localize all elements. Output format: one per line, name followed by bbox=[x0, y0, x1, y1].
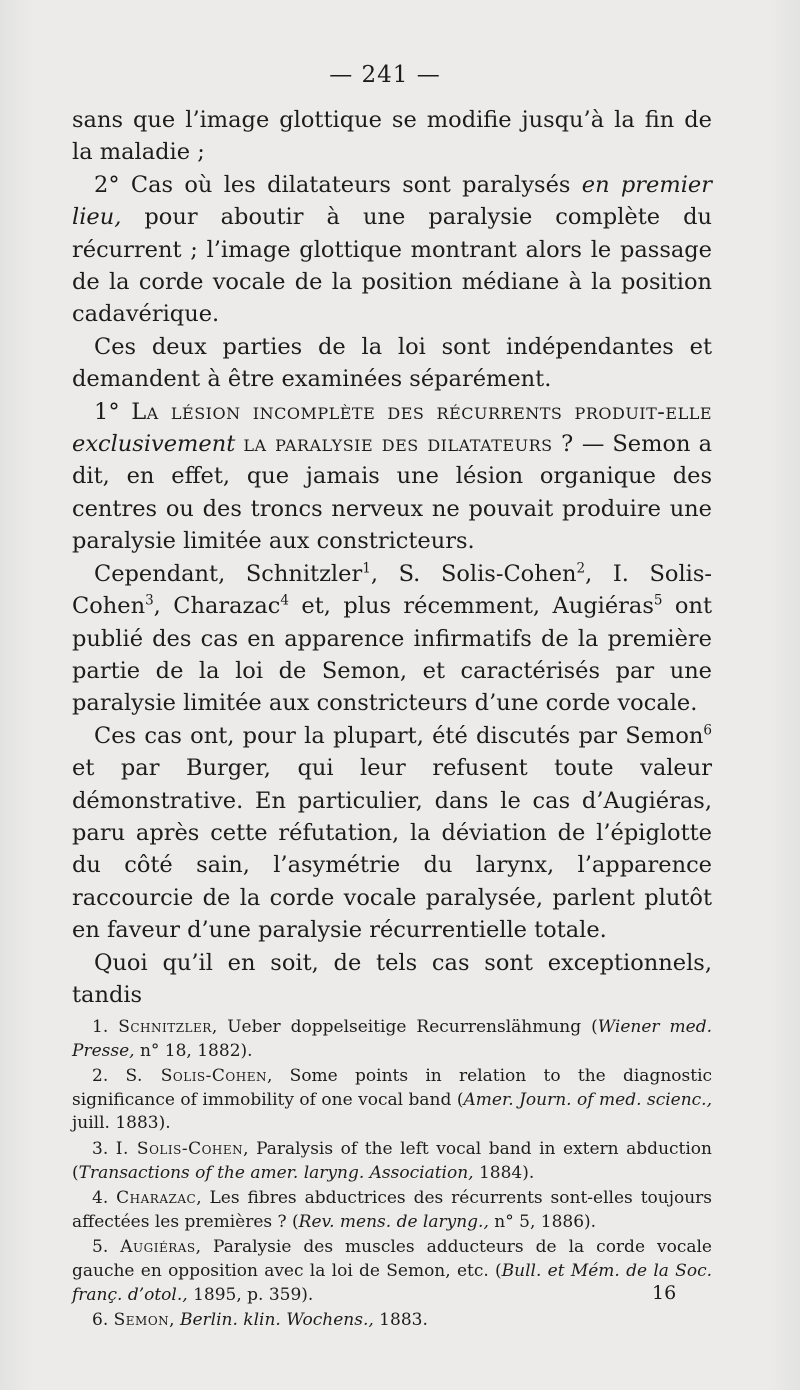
footnote-6-author: Semon bbox=[113, 1310, 170, 1331]
footnote-ref-4: 4 bbox=[280, 592, 289, 609]
paragraph-5-part-b: , S. Solis-Cohen bbox=[370, 560, 577, 587]
signature-mark: 16 bbox=[652, 1282, 677, 1304]
footnote-1-number: 1. bbox=[92, 1017, 119, 1037]
footnote-1-source: Wiener med. Presse, bbox=[72, 1017, 712, 1061]
footnote-3 bbox=[72, 1138, 712, 1185]
footnote-5-tail: 1895, p. 359). bbox=[187, 1284, 314, 1305]
paragraph-4-heading-part-1: La lésion incomplète des récurrents produit-elle bbox=[131, 398, 713, 425]
footnote-2 bbox=[72, 1065, 712, 1136]
footnote-ref-6: 6 bbox=[703, 722, 712, 739]
footnote-5-source: Bull. et Mém. de la Soc. franç. d’otol., bbox=[72, 1260, 712, 1305]
paragraph-2 bbox=[72, 169, 712, 331]
paragraph-1-text: sans que l’image glottique se modifie jusqu’à la fin de la maladie ; bbox=[72, 107, 712, 166]
paragraph-7-text: Quoi qu’il en soit, de tels cas sont exceptionnels, tandis bbox=[72, 949, 712, 1008]
footnote-4-author: Charazac bbox=[116, 1188, 197, 1209]
paragraph-5-part-e: et, plus récemment, Augiéras bbox=[289, 593, 654, 620]
paragraph-3-text: Ces deux parties de la loi sont indépendantes et demandent à être examinées séparément. bbox=[72, 333, 712, 393]
paragraph-6-part-a: Ces cas ont, pour la plupart, été discutés par Semon bbox=[94, 722, 704, 749]
footnote-2-author: S. Solis-Cohen bbox=[125, 1066, 267, 1087]
footnote-6-source: Berlin. klin. Wochens., bbox=[179, 1310, 374, 1331]
footnote-2-tail: juill. 1883). bbox=[72, 1113, 171, 1134]
footnote-5-number: 5. bbox=[92, 1237, 121, 1258]
paragraph-2-emphasis: en premier lieu, bbox=[72, 171, 712, 231]
paragraph-4-emphasis: exclusivement bbox=[72, 431, 236, 458]
main-text bbox=[72, 104, 712, 1011]
paragraph-4-heading-part-2: la paralysie des dilatateurs ? bbox=[243, 431, 574, 458]
footnote-5-author: Augiéras bbox=[120, 1237, 196, 1258]
footnote-3-tail: 1884). bbox=[473, 1162, 535, 1183]
footnote-5 bbox=[72, 1236, 712, 1307]
paragraph-4 bbox=[72, 396, 712, 558]
footnote-ref-2: 2 bbox=[576, 560, 586, 577]
footnote-4-number: 4. bbox=[92, 1188, 117, 1209]
footnote-2-text: , Some points in relation to the diagnostic significance of immobility of one vocal band ( bbox=[72, 1066, 713, 1110]
footnote-5-text: , Paralysie des muscles adducteurs de la corde vocale gauche en opposition avec la loi de Semon, etc. ( bbox=[72, 1237, 712, 1281]
footnote-ref-5: 5 bbox=[653, 592, 663, 609]
footnote-4-tail: n° 5, 1886). bbox=[488, 1211, 597, 1232]
paragraph-5-part-c: , I. Solis-Cohen bbox=[72, 560, 712, 620]
footnote-ref-1: 1 bbox=[362, 560, 371, 577]
footnote-4-text: , Les fibres abductrices des récurrents sont-elles toujours affectées les premières ? ( bbox=[72, 1188, 713, 1232]
footnote-6-number: 6. bbox=[92, 1310, 114, 1331]
page-number: — 241 — bbox=[329, 62, 441, 88]
footnote-ref-3: 3 bbox=[145, 592, 154, 609]
paragraph-5-part-a: Cependant, Schnitzler bbox=[94, 560, 363, 587]
paragraph-6-part-b: et par Burger, qui leur refusent toute valeur démonstrative. En particulier, dans le cas d’Augiéras, paru après cette réfutation, la déviation de l’épiglotte du côté sain, l’asymétrie du larynx, l’apparence raccourcie de la corde vocale paralysée, parlent plutôt en faveur d’une paralysie récurrentielle totale. bbox=[72, 755, 712, 944]
footnote-6 bbox=[72, 1309, 712, 1333]
footnote-6-tail: 1883. bbox=[373, 1310, 428, 1331]
footnote-4-source: Rev. mens. de laryng., bbox=[298, 1211, 489, 1232]
footnote-3-source: Transactions of the amer. laryng. Association, bbox=[78, 1162, 474, 1183]
footnote-3-number: 3. bbox=[92, 1138, 116, 1159]
footnote-4 bbox=[72, 1187, 712, 1234]
footnote-1-text: , Ueber doppelseitige Recurrenslähmung ( bbox=[211, 1017, 598, 1037]
footnote-1-author: Schnitzler bbox=[118, 1017, 212, 1037]
paragraph-6 bbox=[72, 720, 712, 947]
footnote-6-text: , bbox=[169, 1310, 180, 1331]
footnote-2-source: Amer. Journ. of med. scienc., bbox=[463, 1089, 712, 1110]
footnote-2-number: 2. bbox=[92, 1066, 126, 1087]
paragraph-5-part-f: ont publié des cas en apparence infirmatifs de la première partie de la loi de Semon, et caractérisés par une paralysie limitée aux constricteurs d’une corde vocale. bbox=[72, 593, 712, 717]
paragraph-2-rest: pour aboutir à une paralysie complète du récurrent ; l’image glottique montrant alors le passage de la corde vocale de la position médiane à la position cadavérique. bbox=[72, 204, 712, 328]
paragraph-3 bbox=[72, 331, 712, 396]
footnotes bbox=[72, 1016, 712, 1335]
footnote-1 bbox=[72, 1016, 712, 1063]
paragraph-2-prefix: 2° Cas où les dilatateurs sont paralysés bbox=[94, 171, 582, 198]
footnote-3-author: I. Solis-Cohen bbox=[115, 1138, 244, 1159]
paragraph-1 bbox=[72, 104, 712, 169]
paragraph-5-part-d: , Charazac bbox=[153, 593, 281, 620]
paragraph-7 bbox=[72, 947, 712, 1012]
footnote-3-text: , Paralysis of the left vocal band in extern abduction ( bbox=[72, 1138, 712, 1183]
paragraph-5 bbox=[72, 558, 712, 720]
paragraph-4-rest: — Semon a dit, en effet, que jamais une lésion organique des centres ou des troncs nerveux ne pouvait produire une paralysie limitée aux constricteurs. bbox=[72, 431, 712, 555]
footnote-1-tail: n° 18, 1882). bbox=[134, 1040, 253, 1061]
paragraph-4-number: 1° bbox=[94, 398, 132, 425]
